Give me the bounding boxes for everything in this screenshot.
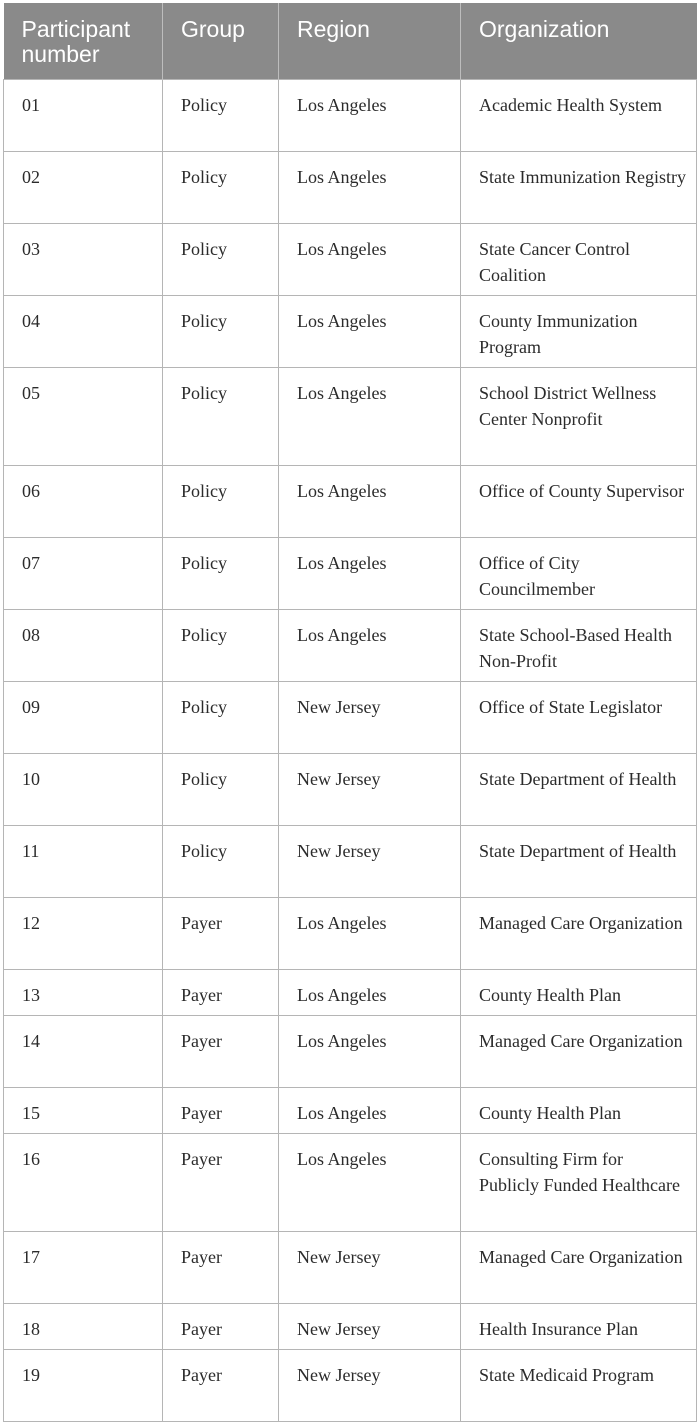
cell-group: Payer xyxy=(163,1232,279,1304)
table-row xyxy=(4,152,697,224)
cell-organization: County Health Plan xyxy=(461,970,697,1016)
cell-participant-number: 03 xyxy=(4,224,163,296)
cell-region: New Jersey xyxy=(279,754,461,826)
table-row xyxy=(4,466,697,538)
cell-participant-number: 11 xyxy=(4,826,163,898)
cell-region: New Jersey xyxy=(279,826,461,898)
table-row xyxy=(4,826,697,898)
cell-group: Policy xyxy=(163,466,279,538)
cell-group: Policy xyxy=(163,80,279,152)
table-row xyxy=(4,1232,697,1304)
cell-region: Los Angeles xyxy=(279,1134,461,1232)
table-row xyxy=(4,1134,697,1232)
cell-organization: State School-Based Health Non-Profit xyxy=(461,610,697,682)
cell-group: Payer xyxy=(163,1016,279,1088)
cell-participant-number: 18 xyxy=(4,1304,163,1350)
cell-region: Los Angeles xyxy=(279,538,461,610)
cell-organization: County Immunization Program xyxy=(461,296,697,368)
header-row xyxy=(4,3,697,80)
cell-organization: State Medicaid Program xyxy=(461,1350,697,1422)
cell-participant-number: 19 xyxy=(4,1350,163,1422)
cell-region: Los Angeles xyxy=(279,610,461,682)
cell-group: Policy xyxy=(163,224,279,296)
cell-region: Los Angeles xyxy=(279,224,461,296)
cell-participant-number: 02 xyxy=(4,152,163,224)
cell-participant-number: 12 xyxy=(4,898,163,970)
cell-group: Policy xyxy=(163,152,279,224)
cell-participant-number: 17 xyxy=(4,1232,163,1304)
cell-group: Payer xyxy=(163,1350,279,1422)
cell-group: Policy xyxy=(163,682,279,754)
table-row xyxy=(4,538,697,610)
table-row xyxy=(4,1088,697,1134)
table-row xyxy=(4,1304,697,1350)
cell-organization: Office of County Supervisor xyxy=(461,466,697,538)
cell-group: Payer xyxy=(163,898,279,970)
cell-organization: Managed Care Organization xyxy=(461,898,697,970)
cell-group: Policy xyxy=(163,368,279,466)
table-row xyxy=(4,898,697,970)
table-row xyxy=(4,970,697,1016)
cell-group: Policy xyxy=(163,538,279,610)
table-row xyxy=(4,224,697,296)
cell-participant-number: 06 xyxy=(4,466,163,538)
header-region: Region xyxy=(279,3,461,80)
cell-organization: Office of State Legislator xyxy=(461,682,697,754)
cell-region: New Jersey xyxy=(279,1304,461,1350)
cell-organization: Managed Care Organization xyxy=(461,1016,697,1088)
cell-organization: State Immunization Registry xyxy=(461,152,697,224)
table-row xyxy=(4,682,697,754)
table-row xyxy=(4,80,697,152)
cell-region: Los Angeles xyxy=(279,1088,461,1134)
table-row xyxy=(4,754,697,826)
cell-region: Los Angeles xyxy=(279,898,461,970)
cell-participant-number: 01 xyxy=(4,80,163,152)
table-row xyxy=(4,296,697,368)
cell-region: Los Angeles xyxy=(279,368,461,466)
cell-group: Policy xyxy=(163,296,279,368)
cell-participant-number: 14 xyxy=(4,1016,163,1088)
cell-region: Los Angeles xyxy=(279,296,461,368)
participants-table xyxy=(3,3,697,1422)
cell-organization: County Health Plan xyxy=(461,1088,697,1134)
table-body xyxy=(4,80,697,1422)
table-row xyxy=(4,610,697,682)
table-row xyxy=(4,1350,697,1422)
cell-region: Los Angeles xyxy=(279,152,461,224)
cell-organization: Consulting Firm for Publicly Funded Healthcare xyxy=(461,1134,697,1232)
cell-group: Payer xyxy=(163,970,279,1016)
cell-organization: Managed Care Organization xyxy=(461,1232,697,1304)
cell-organization: State Department of Health xyxy=(461,754,697,826)
header-organization: Organization xyxy=(461,3,697,80)
cell-region: New Jersey xyxy=(279,1232,461,1304)
header-group: Group xyxy=(163,3,279,80)
cell-group: Policy xyxy=(163,754,279,826)
cell-participant-number: 16 xyxy=(4,1134,163,1232)
cell-organization: State Cancer Control Coalition xyxy=(461,224,697,296)
cell-group: Policy xyxy=(163,610,279,682)
cell-region: Los Angeles xyxy=(279,80,461,152)
cell-region: Los Angeles xyxy=(279,1016,461,1088)
table-header xyxy=(4,3,697,80)
table-row xyxy=(4,368,697,466)
cell-organization: School District Wellness Center Nonprofit xyxy=(461,368,697,466)
cell-group: Payer xyxy=(163,1088,279,1134)
cell-region: New Jersey xyxy=(279,1350,461,1422)
cell-group: Payer xyxy=(163,1134,279,1232)
cell-organization: Health Insurance Plan xyxy=(461,1304,697,1350)
cell-organization: Academic Health System xyxy=(461,80,697,152)
cell-participant-number: 08 xyxy=(4,610,163,682)
cell-participant-number: 09 xyxy=(4,682,163,754)
header-participant-number: Participant number xyxy=(4,3,163,80)
cell-participant-number: 07 xyxy=(4,538,163,610)
cell-participant-number: 05 xyxy=(4,368,163,466)
cell-participant-number: 04 xyxy=(4,296,163,368)
cell-participant-number: 10 xyxy=(4,754,163,826)
cell-region: Los Angeles xyxy=(279,466,461,538)
cell-organization: State Department of Health xyxy=(461,826,697,898)
table-row xyxy=(4,1016,697,1088)
cell-participant-number: 13 xyxy=(4,970,163,1016)
cell-group: Policy xyxy=(163,826,279,898)
cell-participant-number: 15 xyxy=(4,1088,163,1134)
cell-region: New Jersey xyxy=(279,682,461,754)
cell-region: Los Angeles xyxy=(279,970,461,1016)
cell-group: Payer xyxy=(163,1304,279,1350)
cell-organization: Office of City Councilmember xyxy=(461,538,697,610)
